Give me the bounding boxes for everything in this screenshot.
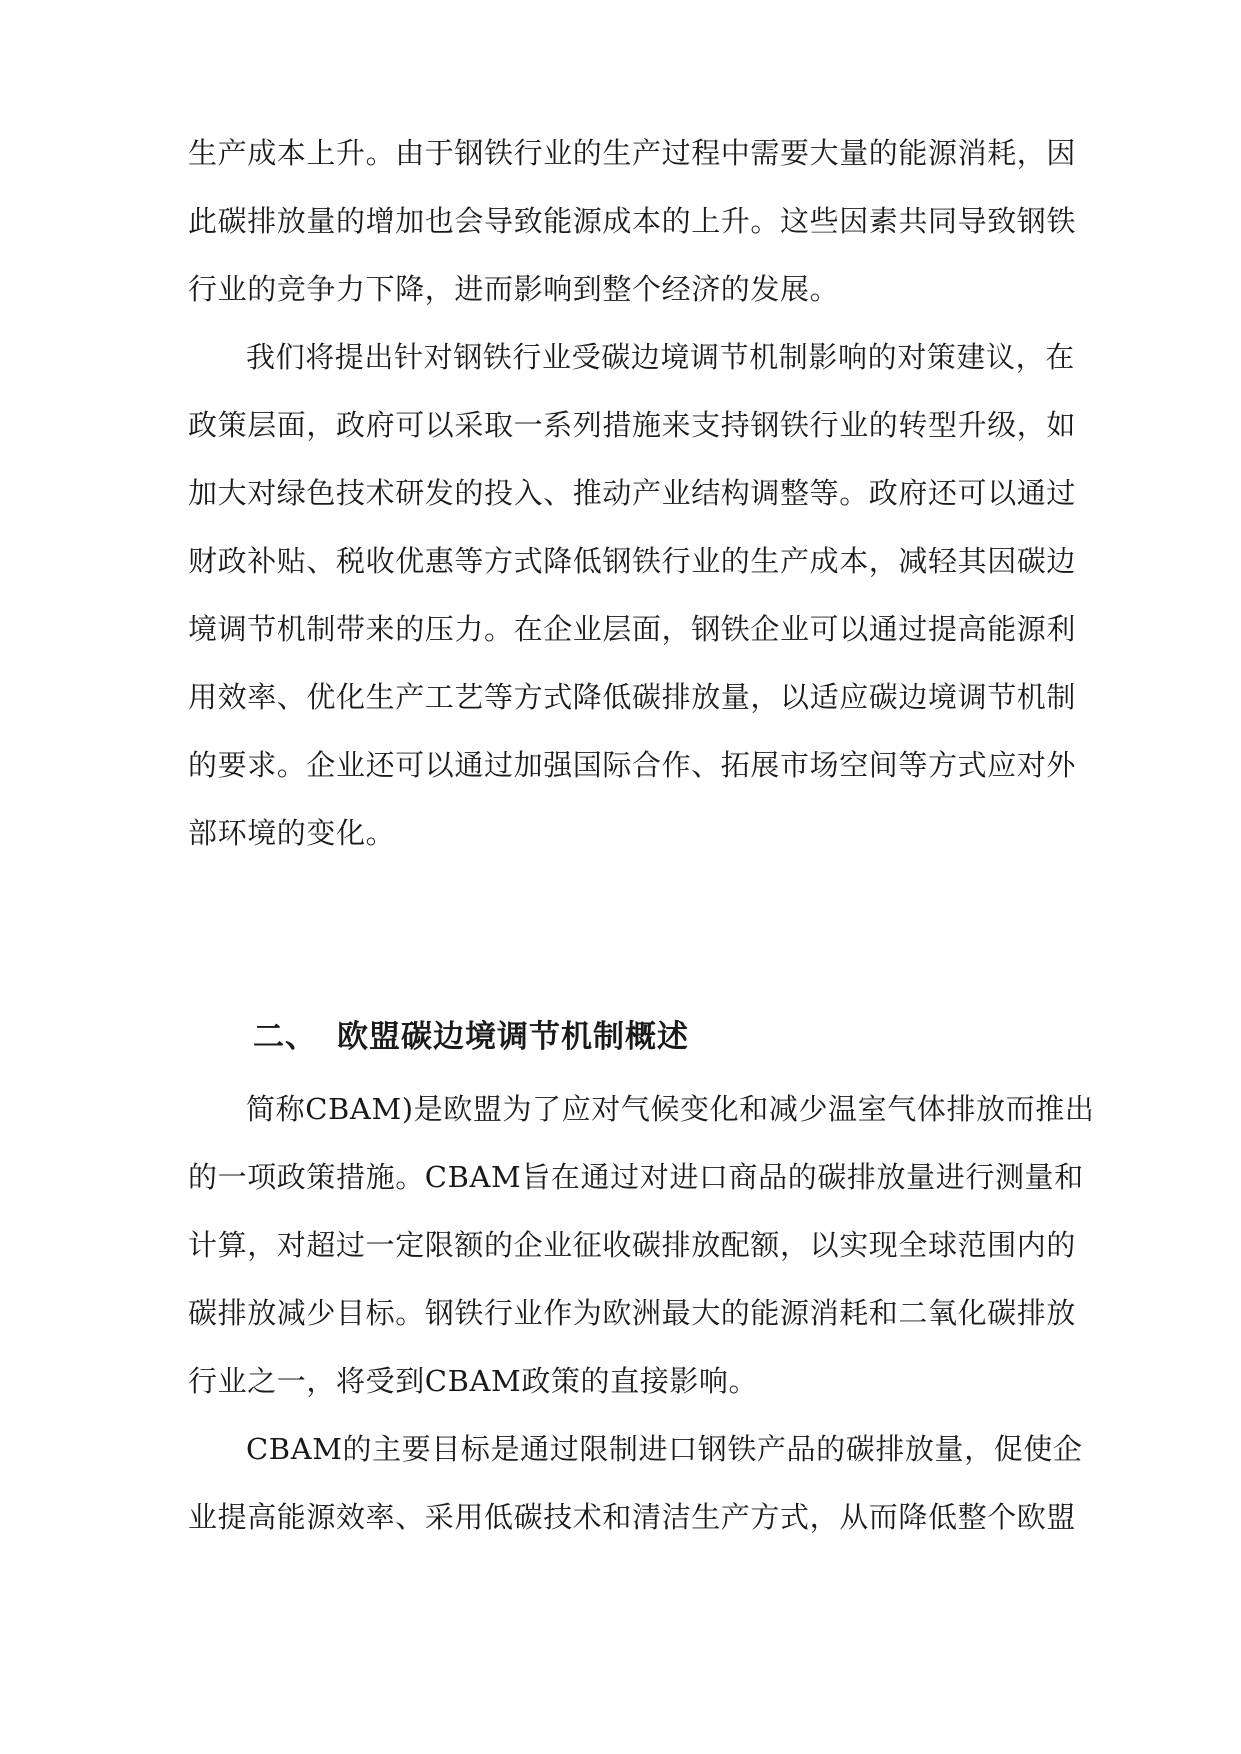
paragraph-1-line-1: 生产成本上升。由于钢铁行业的生产过程中需要大量的能源消耗，因 [188,136,1077,170]
section-heading [253,1016,689,1058]
section-heading-number: 二、 [253,1019,317,1055]
paragraph-1-line-3: 行业的竞争力下降，进而影响到整个经济的发展。 [188,272,840,306]
paragraph-2-line-3: 加大对绿色技术研发的投入、推动产业结构调整等。政府还可以通过 [188,476,1077,510]
paragraph-4-line-1: CBAM的主要目标是通过限制进口钢铁产品的碳排放量，促使企 [246,1432,1083,1466]
paragraph-4-line-2: 业提高能源效率、采用低碳技术和清洁生产方式，从而降低整个欧盟 [188,1500,1077,1534]
paragraph-2-line-5: 境调节机制带来的压力。在企业层面，钢铁企业可以通过提高能源利 [188,612,1077,646]
paragraph-2-line-4: 财政补贴、税收优惠等方式降低钢铁行业的生产成本，减轻其因碳边 [188,544,1077,578]
paragraph-2-line-8: 部环境的变化。 [188,816,396,850]
paragraph-3-line-3: 计算，对超过一定限额的企业征收碳排放配额，以实现全球范围内的 [188,1228,1077,1262]
paragraph-3-line-2: 的一项政策措施。CBAM旨在通过对进口商品的碳排放量进行测量和 [188,1160,1084,1194]
paragraph-3-line-4: 碳排放减少目标。钢铁行业作为欧洲最大的能源消耗和二氧化碳排放 [188,1296,1077,1330]
section-heading-title: 欧盟碳边境调节机制概述 [337,1019,689,1055]
paragraph-2-line-6: 用效率、优化生产工艺等方式降低碳排放量，以适应碳边境调节机制 [188,680,1077,714]
paragraph-1-line-2: 此碳排放量的增加也会导致能源成本的上升。这些因素共同导致钢铁 [188,204,1077,238]
paragraph-2-line-1: 我们将提出针对钢铁行业受碳边境调节机制影响的对策建议，在 [246,340,1075,374]
paragraph-2-line-2: 政策层面，政府可以采取一系列措施来支持钢铁行业的转型升级，如 [188,408,1077,442]
paragraph-3-line-5: 行业之一，将受到CBAM政策的直接影响。 [188,1364,759,1398]
paragraph-2-line-7: 的要求。企业还可以通过加强国际合作、拓展市场空间等方式应对外 [188,748,1077,782]
paragraph-3-line-1: 简称CBAM)是欧盟为了应对气候变化和减少温室气体排放而推出 [246,1092,1095,1126]
